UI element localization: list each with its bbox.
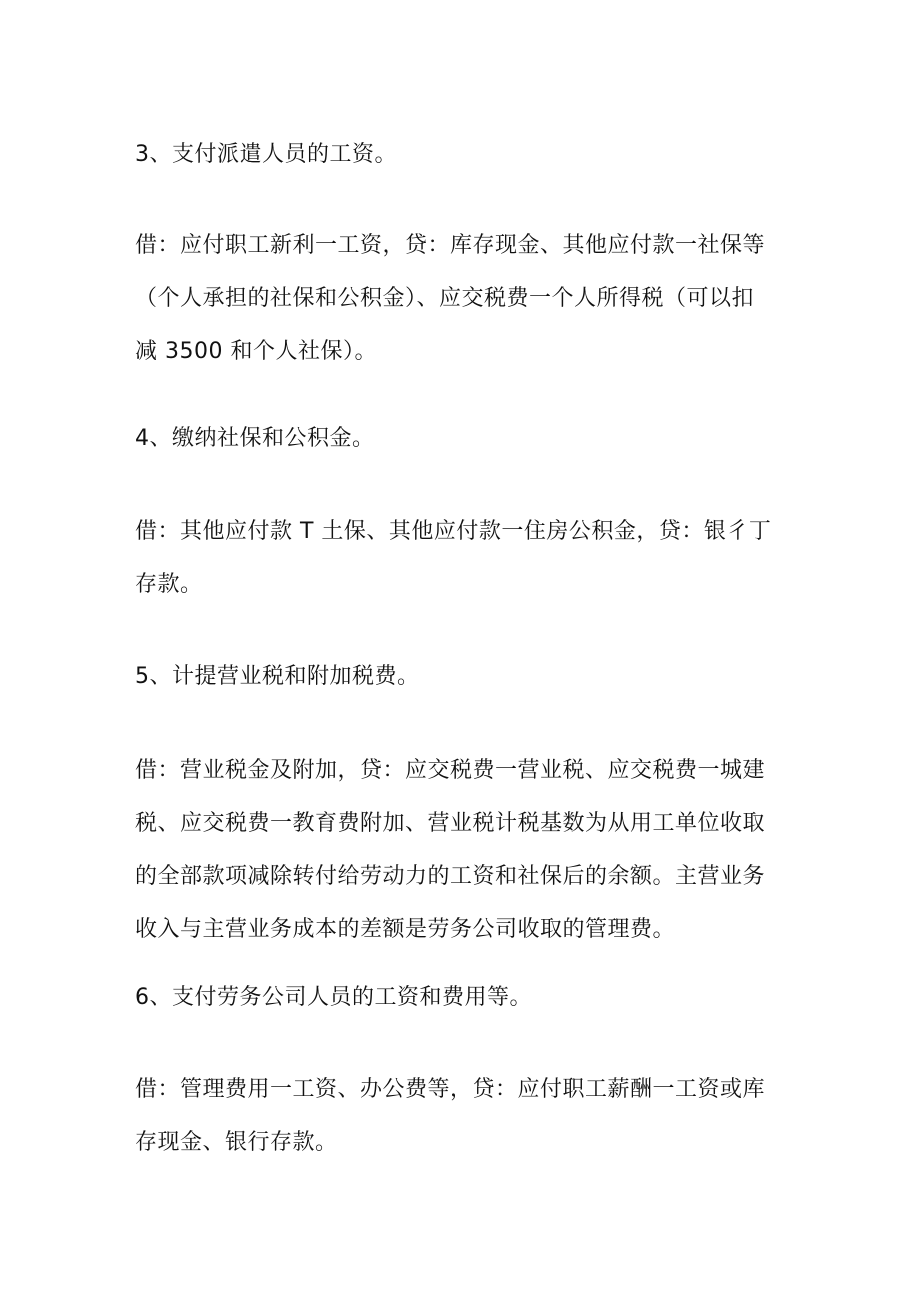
paragraph-step-3-entry: [135, 219, 795, 378]
paragraph-step-6-entry: [135, 1063, 795, 1169]
text-line: 6、支付劳务公司人员的工资和费用等。: [135, 985, 532, 1010]
text-line: 的全部款项减除转付给劳动力的工资和社保后的余额。主营业务: [135, 864, 766, 889]
heading-step-5: [135, 650, 795, 703]
text-line: 借：管理费用一工资、办公费等，贷：应付职工薪酬一工资或库: [135, 1077, 766, 1102]
text-line: 收入与主营业务成本的差额是劳务公司收取的管理费。: [135, 917, 676, 942]
text-line: 5、计提营业税和附加税费。: [135, 664, 420, 689]
paragraph-step-5-entry: [135, 744, 795, 956]
text-line: 3、支付派遣人员的工资。: [135, 142, 397, 167]
text-line: （个人承担的社保和公积金）、应交税费一个人所得税（可以扣: [135, 286, 755, 311]
text-line: 税、应交税费一教育费附加、营业税计税基数为从用工单位收取: [135, 811, 766, 836]
text-line: 存现金、银行存款。: [135, 1130, 338, 1155]
text-line: 存款。: [135, 572, 203, 597]
paragraph-step-4-entry: [135, 505, 795, 611]
text-line: 借：其他应付款 T 土保、其他应付款一住房公积金，贷：银彳丁: [135, 519, 772, 544]
text-line: 借：应付职工新利一工资，贷：库存现金、其他应付款一社保等: [135, 233, 766, 258]
heading-step-6: [135, 971, 795, 1024]
text-line: 借：营业税金及附加，贷：应交税费一营业税、应交税费一城建: [135, 758, 766, 783]
heading-step-3: [135, 128, 795, 181]
heading-step-4: [135, 412, 795, 465]
text-line: 4、缴纳社保和公积金。: [135, 426, 375, 451]
text-line: 减 3500 和个人社保）。: [135, 339, 377, 364]
